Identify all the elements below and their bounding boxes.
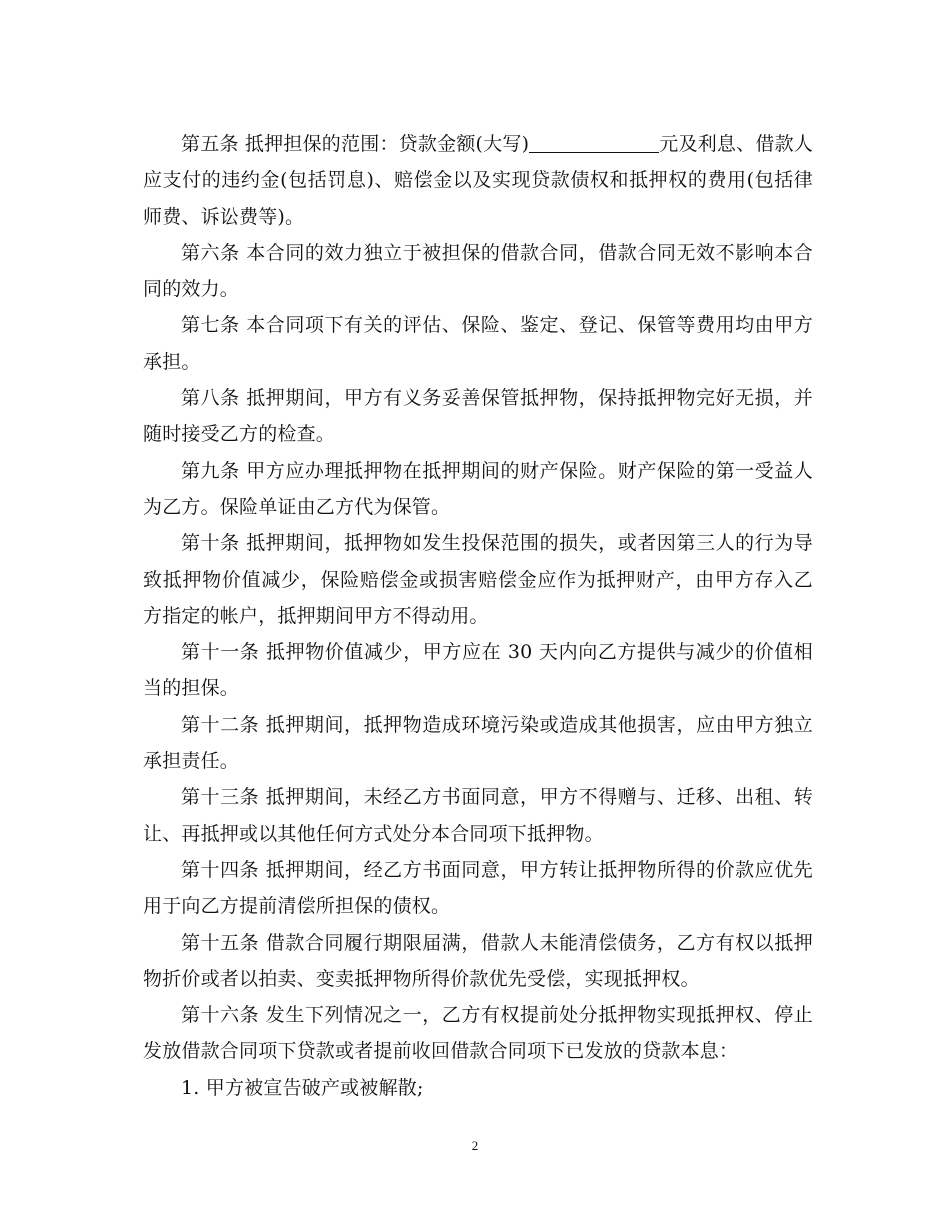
article-9: 第九条 甲方应办理抵押物在抵押期间的财产保险。财产保险的第一受益人为乙方。保险单证由乙方代为保管。 bbox=[143, 459, 813, 518]
loan-amount-blank bbox=[529, 133, 659, 153]
article-5 bbox=[143, 126, 813, 235]
article-16-item-1: 1. 甲方被宣告破产或被解散; bbox=[181, 1076, 424, 1099]
article-8: 第八条 抵押期间，甲方有义务妥善保管抵押物，保持抵押物完好无损，并随时接受乙方的检查。 bbox=[143, 387, 813, 446]
document-body bbox=[143, 126, 813, 1106]
article-5-text-after: 元及利息、借款人应支付的违约金(包括罚息)、赔偿金以及实现贷款债权和抵押权的费用(包括律师费、诉讼费等)。 bbox=[143, 133, 813, 228]
article-5-text-before: 第五条 抵押担保的范围：贷款金额(大写) bbox=[181, 133, 530, 155]
article-13: 第十三条 抵押期间，未经乙方书面同意，甲方不得赠与、迁移、出租、转让、再抵押或以其他任何方式处分本合同项下抵押物。 bbox=[143, 786, 813, 845]
article-16: 第十六条 发生下列情况之一，乙方有权提前处分抵押物实现抵押权、停止发放借款合同项下贷款或者提前收回借款合同项下已发放的贷款本息： bbox=[143, 1004, 813, 1063]
article-12: 第十二条 抵押期间，抵押物造成环境污染或造成其他损害，应由甲方独立承担责任。 bbox=[143, 713, 813, 773]
page-number: 2 bbox=[471, 1138, 479, 1153]
article-10: 第十条 抵押期间，抵押物如发生投保范围的损失，或者因第三人的行为导致抵押物价值减少，保险赔偿金或损害赔偿金应作为抵押财产，由甲方存入乙方指定的帐户，抵押期间甲方不得动用。 bbox=[143, 532, 813, 627]
article-7: 第七条 本合同项下有关的评估、保险、鉴定、登记、保管等费用均由甲方承担。 bbox=[143, 314, 813, 373]
article-15: 第十五条 借款合同履行期限届满，借款人未能清偿债务，乙方有权以抵押物折价或者以拍卖、变卖抵押物所得价款优先受偿，实现抵押权。 bbox=[143, 931, 813, 990]
article-6: 第六条 本合同的效力独立于被担保的借款合同，借款合同无效不影响本合同的效力。 bbox=[143, 241, 813, 301]
article-11: 第十一条 抵押物价值减少，甲方应在 30 天内向乙方提供与减少的价值相当的担保。 bbox=[143, 641, 813, 700]
article-14: 第十四条 抵押期间，经乙方书面同意，甲方转让抵押物所得的价款应优先用于向乙方提前清偿所担保的债权。 bbox=[143, 858, 813, 918]
